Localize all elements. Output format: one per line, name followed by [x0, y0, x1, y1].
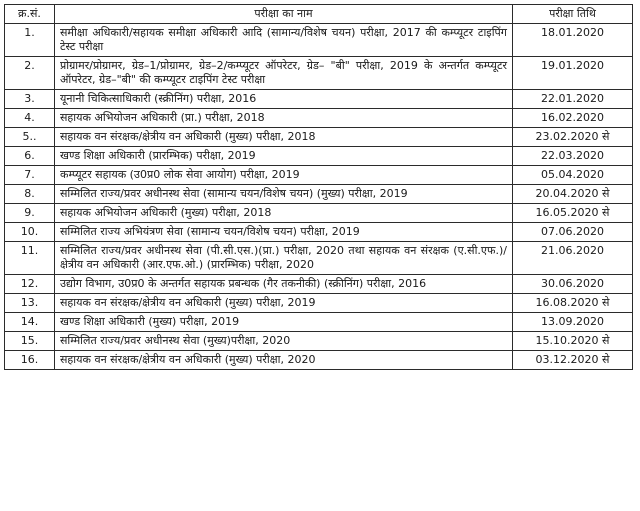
serial-cell: 5.. — [5, 128, 55, 147]
serial-cell: 10. — [5, 223, 55, 242]
exam-name-cell: सहायक वन संरक्षक/क्षेत्रीय वन अधिकारी (मुख्य) परीक्षा, 2018 — [55, 128, 513, 147]
header-row — [5, 5, 633, 24]
table-row — [5, 351, 633, 370]
table-row — [5, 128, 633, 147]
exam-date-cell: 30.06.2020 — [513, 275, 633, 294]
exam-name-cell: सम्मिलित राज्य/प्रवर अधीनस्थ सेवा (सामान्य चयन/विशेष चयन) (मुख्य) परीक्षा, 2019 — [55, 185, 513, 204]
table-row — [5, 204, 633, 223]
exam-date-cell: 18.01.2020 — [513, 24, 633, 57]
exam-name-cell: प्रोग्रामर/प्रोग्रामर, ग्रेड–1/प्रोग्रामर, ग्रेड–2/कम्प्यूटर ऑपरेटर, ग्रेड– "बी" परीक्षा, 2019 के अन्तर्गत कम्प्यूटर ऑपरेटर, ग्रेड–"बी" की कम्प्यूटर टाइपिंग टेस्ट परीक्षा — [55, 57, 513, 90]
table-row — [5, 242, 633, 275]
table-row — [5, 275, 633, 294]
exam-name-cell: यूनानी चिकित्साधिकारी (स्क्रीनिंग) परीक्षा, 2016 — [55, 90, 513, 109]
serial-cell: 11. — [5, 242, 55, 275]
table-row — [5, 185, 633, 204]
table-row — [5, 90, 633, 109]
exam-date-cell: 07.06.2020 — [513, 223, 633, 242]
exam-name-cell: सहायक अभियोजन अधिकारी (प्रा.) परीक्षा, 2018 — [55, 109, 513, 128]
header-serial: क्र.सं. — [5, 5, 55, 24]
serial-cell: 3. — [5, 90, 55, 109]
exam-name-cell: खण्ड शिक्षा अधिकारी (मुख्य) परीक्षा, 2019 — [55, 313, 513, 332]
exam-name-cell: उद्योग विभाग, उ0प्र0 के अन्तर्गत सहायक प्रबन्धक (गैर तकनीकी) (स्क्रीनिंग) परीक्षा, 2016 — [55, 275, 513, 294]
table-row — [5, 57, 633, 90]
serial-cell: 14. — [5, 313, 55, 332]
exam-date-cell: 15.10.2020 से — [513, 332, 633, 351]
serial-cell: 13. — [5, 294, 55, 313]
table-row — [5, 24, 633, 57]
exam-name-cell: सहायक वन संरक्षक/क्षेत्रीय वन अधिकारी (मुख्य) परीक्षा, 2019 — [55, 294, 513, 313]
serial-cell: 7. — [5, 166, 55, 185]
table-row — [5, 147, 633, 166]
table-body — [5, 24, 633, 370]
exam-date-cell: 23.02.2020 से — [513, 128, 633, 147]
exam-date-cell: 16.02.2020 — [513, 109, 633, 128]
exam-date-cell: 22.01.2020 — [513, 90, 633, 109]
serial-cell: 6. — [5, 147, 55, 166]
exam-date-cell: 16.05.2020 से — [513, 204, 633, 223]
exam-schedule — [4, 4, 633, 370]
table-row — [5, 166, 633, 185]
serial-cell: 16. — [5, 351, 55, 370]
exam-name-cell: खण्ड शिक्षा अधिकारी (प्रारम्भिक) परीक्षा, 2019 — [55, 147, 513, 166]
exam-date-cell: 16.08.2020 से — [513, 294, 633, 313]
serial-cell: 1. — [5, 24, 55, 57]
exam-date-cell: 20.04.2020 से — [513, 185, 633, 204]
exam-date-cell: 21.06.2020 — [513, 242, 633, 275]
table-row — [5, 313, 633, 332]
exam-name-cell: समीक्षा अधिकारी/सहायक समीक्षा अधिकारी आदि (सामान्य/विशेष चयन) परीक्षा, 2017 की कम्प्यूटर टाइपिंग टेस्ट परीक्षा — [55, 24, 513, 57]
serial-cell: 15. — [5, 332, 55, 351]
exam-date-cell: 22.03.2020 — [513, 147, 633, 166]
exam-date-cell: 13.09.2020 — [513, 313, 633, 332]
table-row — [5, 223, 633, 242]
table-row — [5, 332, 633, 351]
serial-cell: 8. — [5, 185, 55, 204]
serial-cell: 9. — [5, 204, 55, 223]
header-exam-date: परीक्षा तिथि — [513, 5, 633, 24]
exam-date-cell: 05.04.2020 — [513, 166, 633, 185]
exam-name-cell: सम्मिलित राज्य/प्रवर अधीनस्थ सेवा (पी.सी.एस.)(प्रा.) परीक्षा, 2020 तथा सहायक वन संरक्षक (ए.सी.एफ.)/क्षेत्रीय वन अधिकारी (आर.एफ.ओ.) (प्रारम्भिक) परीक्षा, 2020 — [55, 242, 513, 275]
exam-name-cell: कम्प्यूटर सहायक (उ0प्र0 लोक सेवा आयोग) परीक्षा, 2019 — [55, 166, 513, 185]
exam-name-cell: सहायक वन संरक्षक/क्षेत्रीय वन अधिकारी (मुख्य) परीक्षा, 2020 — [55, 351, 513, 370]
exam-date-cell: 03.12.2020 से — [513, 351, 633, 370]
table-row — [5, 294, 633, 313]
serial-cell: 2. — [5, 57, 55, 90]
exam-name-cell: सम्मिलित राज्य/प्रवर अधीनस्थ सेवा (मुख्य)परीक्षा, 2020 — [55, 332, 513, 351]
exam-date-cell: 19.01.2020 — [513, 57, 633, 90]
serial-cell: 12. — [5, 275, 55, 294]
exam-name-cell: सहायक अभियोजन अधिकारी (मुख्य) परीक्षा, 2018 — [55, 204, 513, 223]
exam-schedule-table — [4, 4, 633, 370]
table-row — [5, 109, 633, 128]
header-exam-name: परीक्षा का नाम — [55, 5, 513, 24]
exam-name-cell: सम्मिलित राज्य अभियंत्रण सेवा (सामान्य चयन/विशेष चयन) परीक्षा, 2019 — [55, 223, 513, 242]
serial-cell: 4. — [5, 109, 55, 128]
